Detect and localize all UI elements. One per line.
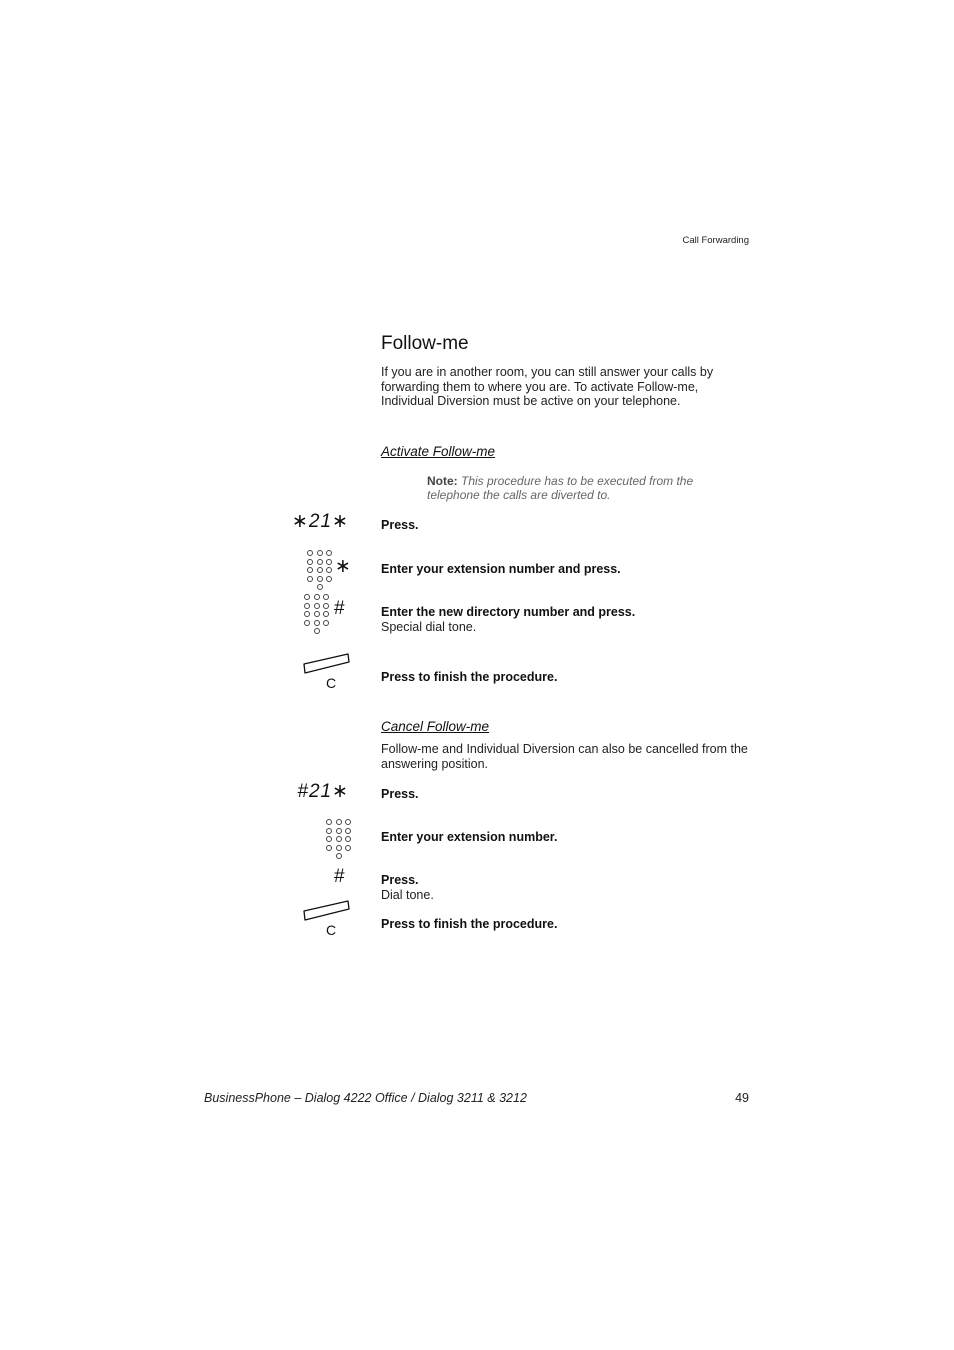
cancel-step-2-text: Enter your extension number. xyxy=(381,830,558,844)
footer-title: BusinessPhone – Dialog 4222 Office / Dialog 3211 & 3212 xyxy=(204,1091,527,1105)
cancel-step-4-text: Press to finish the procedure. xyxy=(381,917,558,931)
hash-21-star-code: #21∗ xyxy=(297,781,349,802)
activate-heading: Activate Follow-me xyxy=(381,444,496,459)
star-key-icon: ∗ xyxy=(335,556,351,577)
hash-key-icon: # xyxy=(334,866,345,887)
note xyxy=(427,474,727,502)
intro-paragraph: If you are in another room, you can still answer your calls by forwarding them to where you are. To activate Follow-me, Individual Diversion must be active on your telephone. xyxy=(381,365,714,409)
star-21-star-code: ∗21∗ xyxy=(292,511,349,532)
keypad-icon xyxy=(326,819,352,859)
activate-step-2-text: Enter your extension number and press. xyxy=(381,562,621,576)
cancel-step-3-subtext: Dial tone. xyxy=(381,888,434,902)
cancel-step-3-text: Press. xyxy=(381,873,419,887)
cancel-step-1-text: Press. xyxy=(381,787,419,801)
clear-key-label: C xyxy=(326,675,337,691)
hash-key-icon: # xyxy=(334,598,345,619)
activate-step-4-text: Press to finish the procedure. xyxy=(381,670,558,684)
activate-step-3-text: Enter the new directory number and press. xyxy=(381,605,636,619)
page-title: Follow-me xyxy=(381,333,469,354)
page-number: 49 xyxy=(735,1091,749,1105)
running-header: Call Forwarding xyxy=(682,235,749,246)
clear-key-label: C xyxy=(326,922,337,938)
cancel-heading: Cancel Follow-me xyxy=(381,719,490,734)
activate-step-3-subtext: Special dial tone. xyxy=(381,620,477,634)
cancel-description: Follow-me and Individual Diversion can also be cancelled from the answering position. xyxy=(381,742,748,771)
keypad-icon xyxy=(304,594,330,634)
keypad-icon xyxy=(307,550,333,590)
note-text: This procedure has to be executed from the telephone the calls are diverted to. xyxy=(427,474,694,503)
note-label: Note: xyxy=(427,474,458,488)
activate-step-1-text: Press. xyxy=(381,518,419,532)
